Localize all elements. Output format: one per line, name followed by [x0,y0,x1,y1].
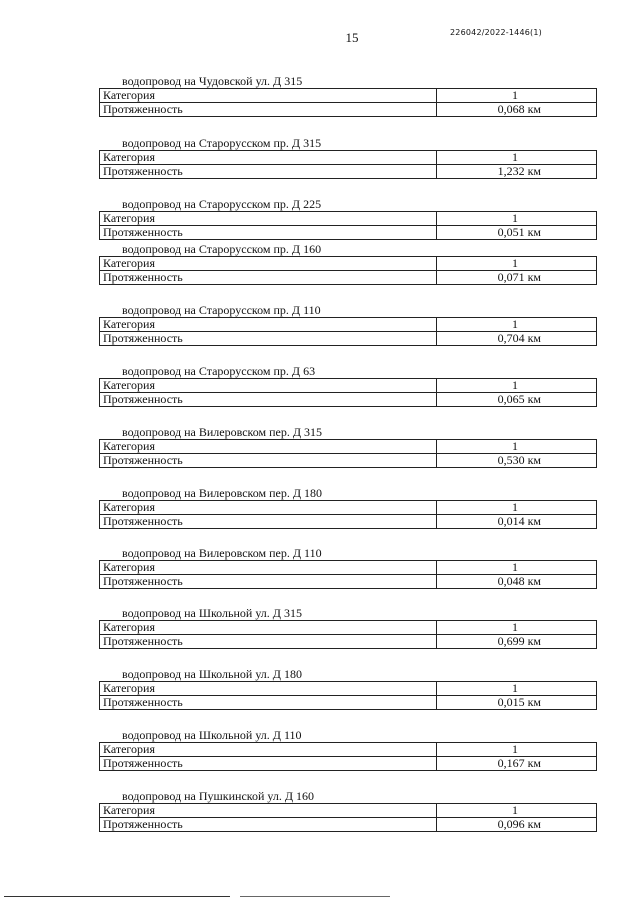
pipeline-title: водопровод на Школьной ул. Д 315 [122,606,302,620]
category-row [100,621,597,635]
pipeline-title: водопровод на Пушкинской ул. Д 160 [122,789,315,803]
document-id: 226042/2022-1446(1) [450,28,542,37]
pipeline-title: водопровод на Старорусском пр. Д 225 [122,197,322,211]
length-row [100,393,597,407]
length-row [100,575,597,589]
category-label: Категория [100,804,437,818]
length-row [100,818,597,832]
length-value: 0,068 км [437,103,597,117]
category-row [100,151,597,165]
category-label: Категория [100,151,437,165]
pipeline-title: водопровод на Старорусском пр. Д 63 [122,364,316,378]
length-label: Протяженность [100,515,437,529]
length-label: Протяженность [100,103,437,117]
category-label: Категория [100,743,437,757]
category-value: 1 [437,561,597,575]
category-value: 1 [437,743,597,757]
length-value: 0,699 км [437,635,597,649]
length-value: 1,232 км [437,165,597,179]
category-label: Категория [100,561,437,575]
length-label: Протяженность [100,226,437,240]
category-value: 1 [437,440,597,454]
scan-edge-line [240,896,390,897]
length-row [100,515,597,529]
pipeline-params-table [99,500,597,529]
pipeline-params-table [99,88,597,117]
length-label: Протяженность [100,635,437,649]
category-value: 1 [437,804,597,818]
length-row [100,165,597,179]
pipeline-params-table [99,150,597,179]
length-value: 0,014 км [437,515,597,529]
pipeline-params-table [99,803,597,832]
category-row [100,501,597,515]
pipeline-title: водопровод на Чудовской ул. Д 315 [122,74,303,88]
category-value: 1 [437,212,597,226]
pipeline-params-table [99,211,597,240]
category-row [100,440,597,454]
length-value: 0,048 км [437,575,597,589]
category-value: 1 [437,379,597,393]
pipeline-params-table [99,317,597,346]
category-value: 1 [437,318,597,332]
length-label: Протяженность [100,818,437,832]
pipeline-title: водопровод на Вилеровском пер. Д 315 [122,425,323,439]
pipeline-title: водопровод на Вилеровском пер. Д 110 [122,546,322,560]
pipeline-title: водопровод на Школьной ул. Д 110 [122,728,302,742]
category-value: 1 [437,257,597,271]
length-label: Протяженность [100,271,437,285]
category-row [100,743,597,757]
length-value: 0,051 км [437,226,597,240]
pipeline-params-table [99,742,597,771]
category-value: 1 [437,682,597,696]
length-row [100,332,597,346]
category-row [100,379,597,393]
pipeline-params-table [99,378,597,407]
category-label: Категория [100,621,437,635]
pipeline-title: водопровод на Вилеровском пер. Д 180 [122,486,323,500]
category-label: Категория [100,257,437,271]
category-row [100,804,597,818]
category-value: 1 [437,501,597,515]
category-row [100,257,597,271]
category-label: Категория [100,440,437,454]
page-number: 15 [345,30,359,45]
length-value: 0,167 км [437,757,597,771]
category-value: 1 [437,89,597,103]
pipeline-params-table [99,439,597,468]
category-label: Категория [100,379,437,393]
length-row [100,454,597,468]
length-value: 0,096 км [437,818,597,832]
length-row [100,271,597,285]
category-row [100,89,597,103]
pipeline-params-table [99,256,597,285]
scan-edge-line [4,896,230,897]
length-label: Протяженность [100,757,437,771]
category-row [100,682,597,696]
pipeline-params-table [99,681,597,710]
category-row [100,212,597,226]
length-row [100,696,597,710]
category-value: 1 [437,151,597,165]
category-label: Категория [100,682,437,696]
category-value: 1 [437,621,597,635]
length-row [100,226,597,240]
pipeline-params-table [99,560,597,589]
pipeline-title: водопровод на Школьной ул. Д 180 [122,667,302,681]
length-label: Протяженность [100,696,437,710]
pipeline-title: водопровод на Старорусском пр. Д 110 [122,303,321,317]
length-row [100,103,597,117]
length-label: Протяженность [100,454,437,468]
category-label: Категория [100,89,437,103]
length-value: 0,530 км [437,454,597,468]
pipeline-title: водопровод на Старорусском пр. Д 160 [122,242,322,256]
category-row [100,561,597,575]
category-label: Категория [100,212,437,226]
category-label: Категория [100,501,437,515]
length-row [100,635,597,649]
pipeline-title: водопровод на Старорусском пр. Д 315 [122,136,322,150]
length-label: Протяженность [100,575,437,589]
category-label: Категория [100,318,437,332]
length-row [100,757,597,771]
length-value: 0,071 км [437,271,597,285]
length-label: Протяженность [100,332,437,346]
length-label: Протяженность [100,165,437,179]
length-label: Протяженность [100,393,437,407]
pipeline-params-table [99,620,597,649]
length-value: 0,704 км [437,332,597,346]
length-value: 0,015 км [437,696,597,710]
length-value: 0,065 км [437,393,597,407]
category-row [100,318,597,332]
